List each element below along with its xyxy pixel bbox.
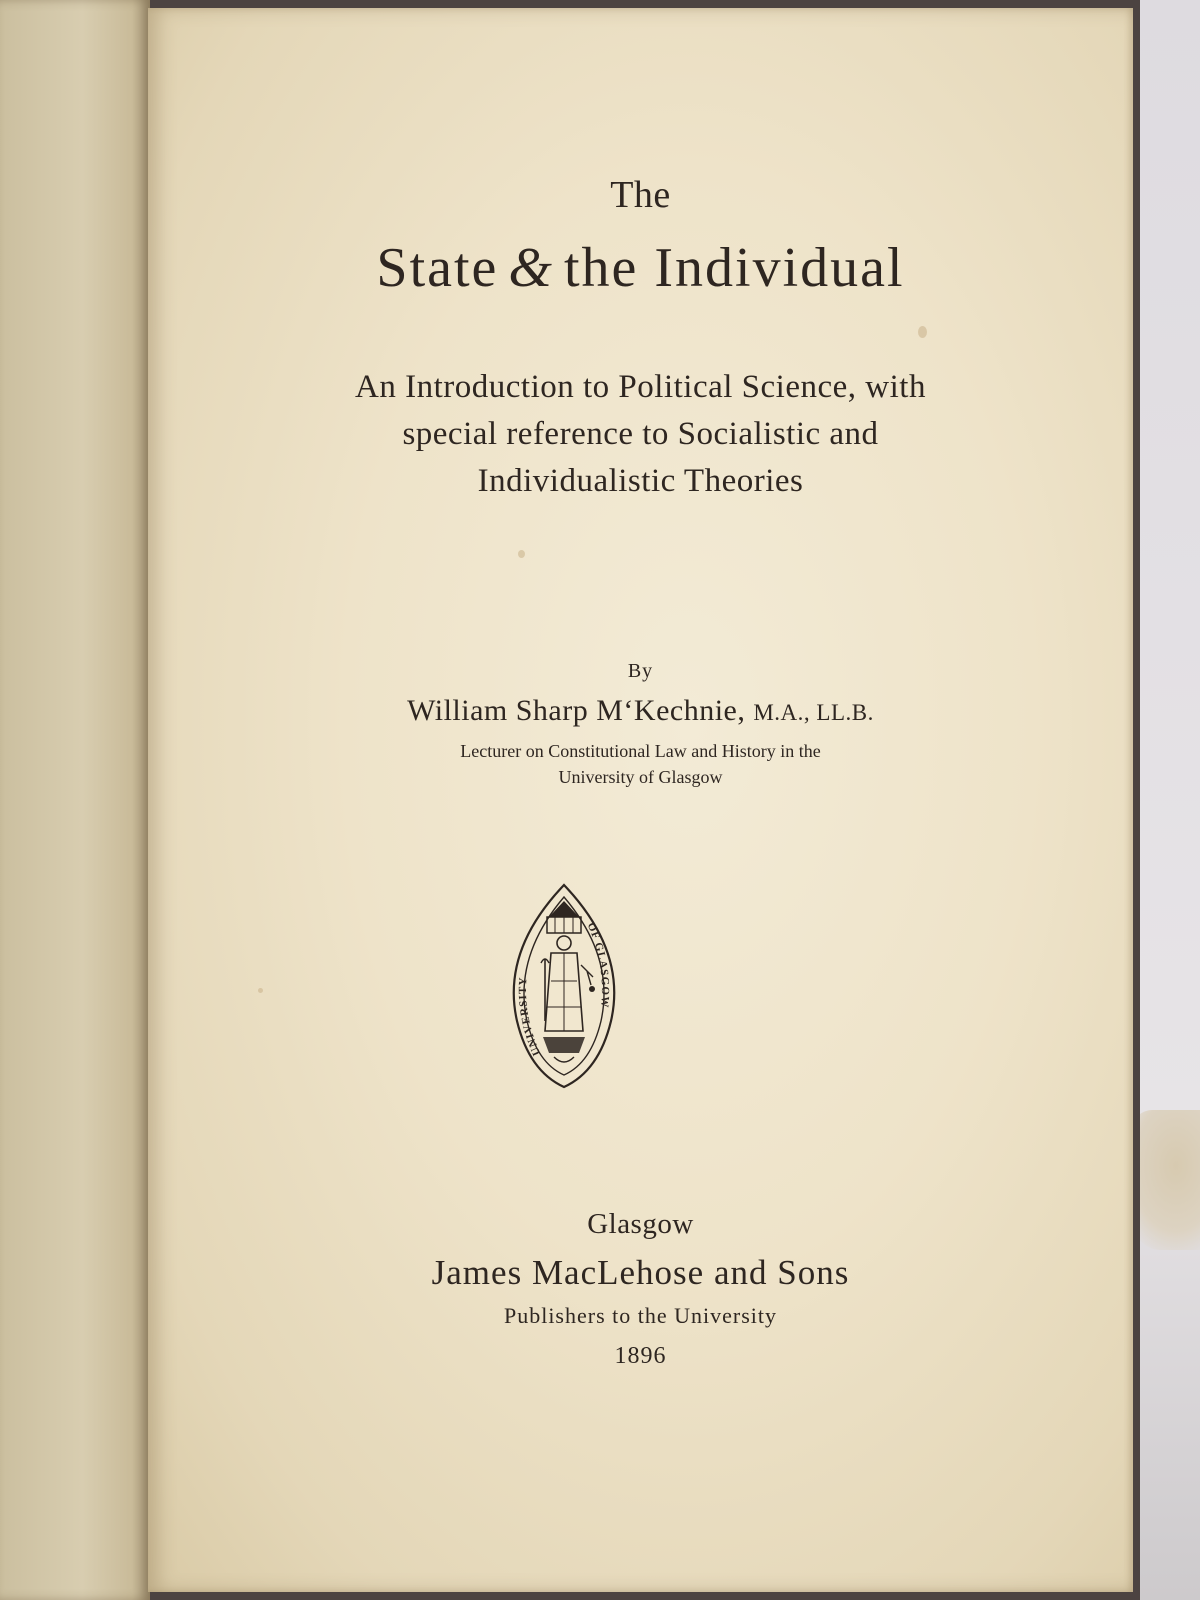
seal-inscription-left: UNIVERSITY	[516, 976, 544, 1058]
main-title	[148, 236, 1133, 300]
publication-year: 1896	[614, 1343, 667, 1369]
title-line-1: The	[610, 174, 671, 216]
by-label: By	[627, 660, 654, 682]
ampersand: &	[508, 237, 554, 299]
main-title-part-1: State	[376, 237, 499, 299]
author-position-line: Lecturer on Constitutional Law and History in the	[460, 741, 821, 761]
imprint-city: Glasgow	[587, 1208, 694, 1240]
publisher-role: Publishers to the University	[503, 1303, 778, 1328]
subtitle-line: special reference to Socialistic and	[402, 416, 879, 452]
author-degrees: M.A., LL.B.	[753, 700, 874, 725]
author-name: William Sharp M‘Kechnie,	[407, 694, 746, 727]
seal-inscription-right: OF GLASGOW	[584, 920, 612, 1009]
foxing-spot	[918, 326, 927, 338]
subtitle	[148, 364, 1133, 505]
author-position-line: University of Glasgow	[558, 767, 723, 787]
author-line	[148, 694, 1133, 728]
subtitle-line: Individualistic Theories	[477, 463, 804, 499]
author-position	[148, 738, 1133, 790]
publisher-name: James MacLehose and Sons	[431, 1253, 850, 1292]
subtitle-line: An Introduction to Political Science, with	[355, 369, 926, 405]
title-page	[148, 8, 1133, 1592]
left-endpaper	[0, 0, 150, 1600]
foxing-spot	[518, 550, 525, 558]
foxing-spot	[258, 988, 263, 993]
university-seal-icon	[499, 881, 629, 1091]
main-title-part-2: the Individual	[563, 237, 905, 299]
